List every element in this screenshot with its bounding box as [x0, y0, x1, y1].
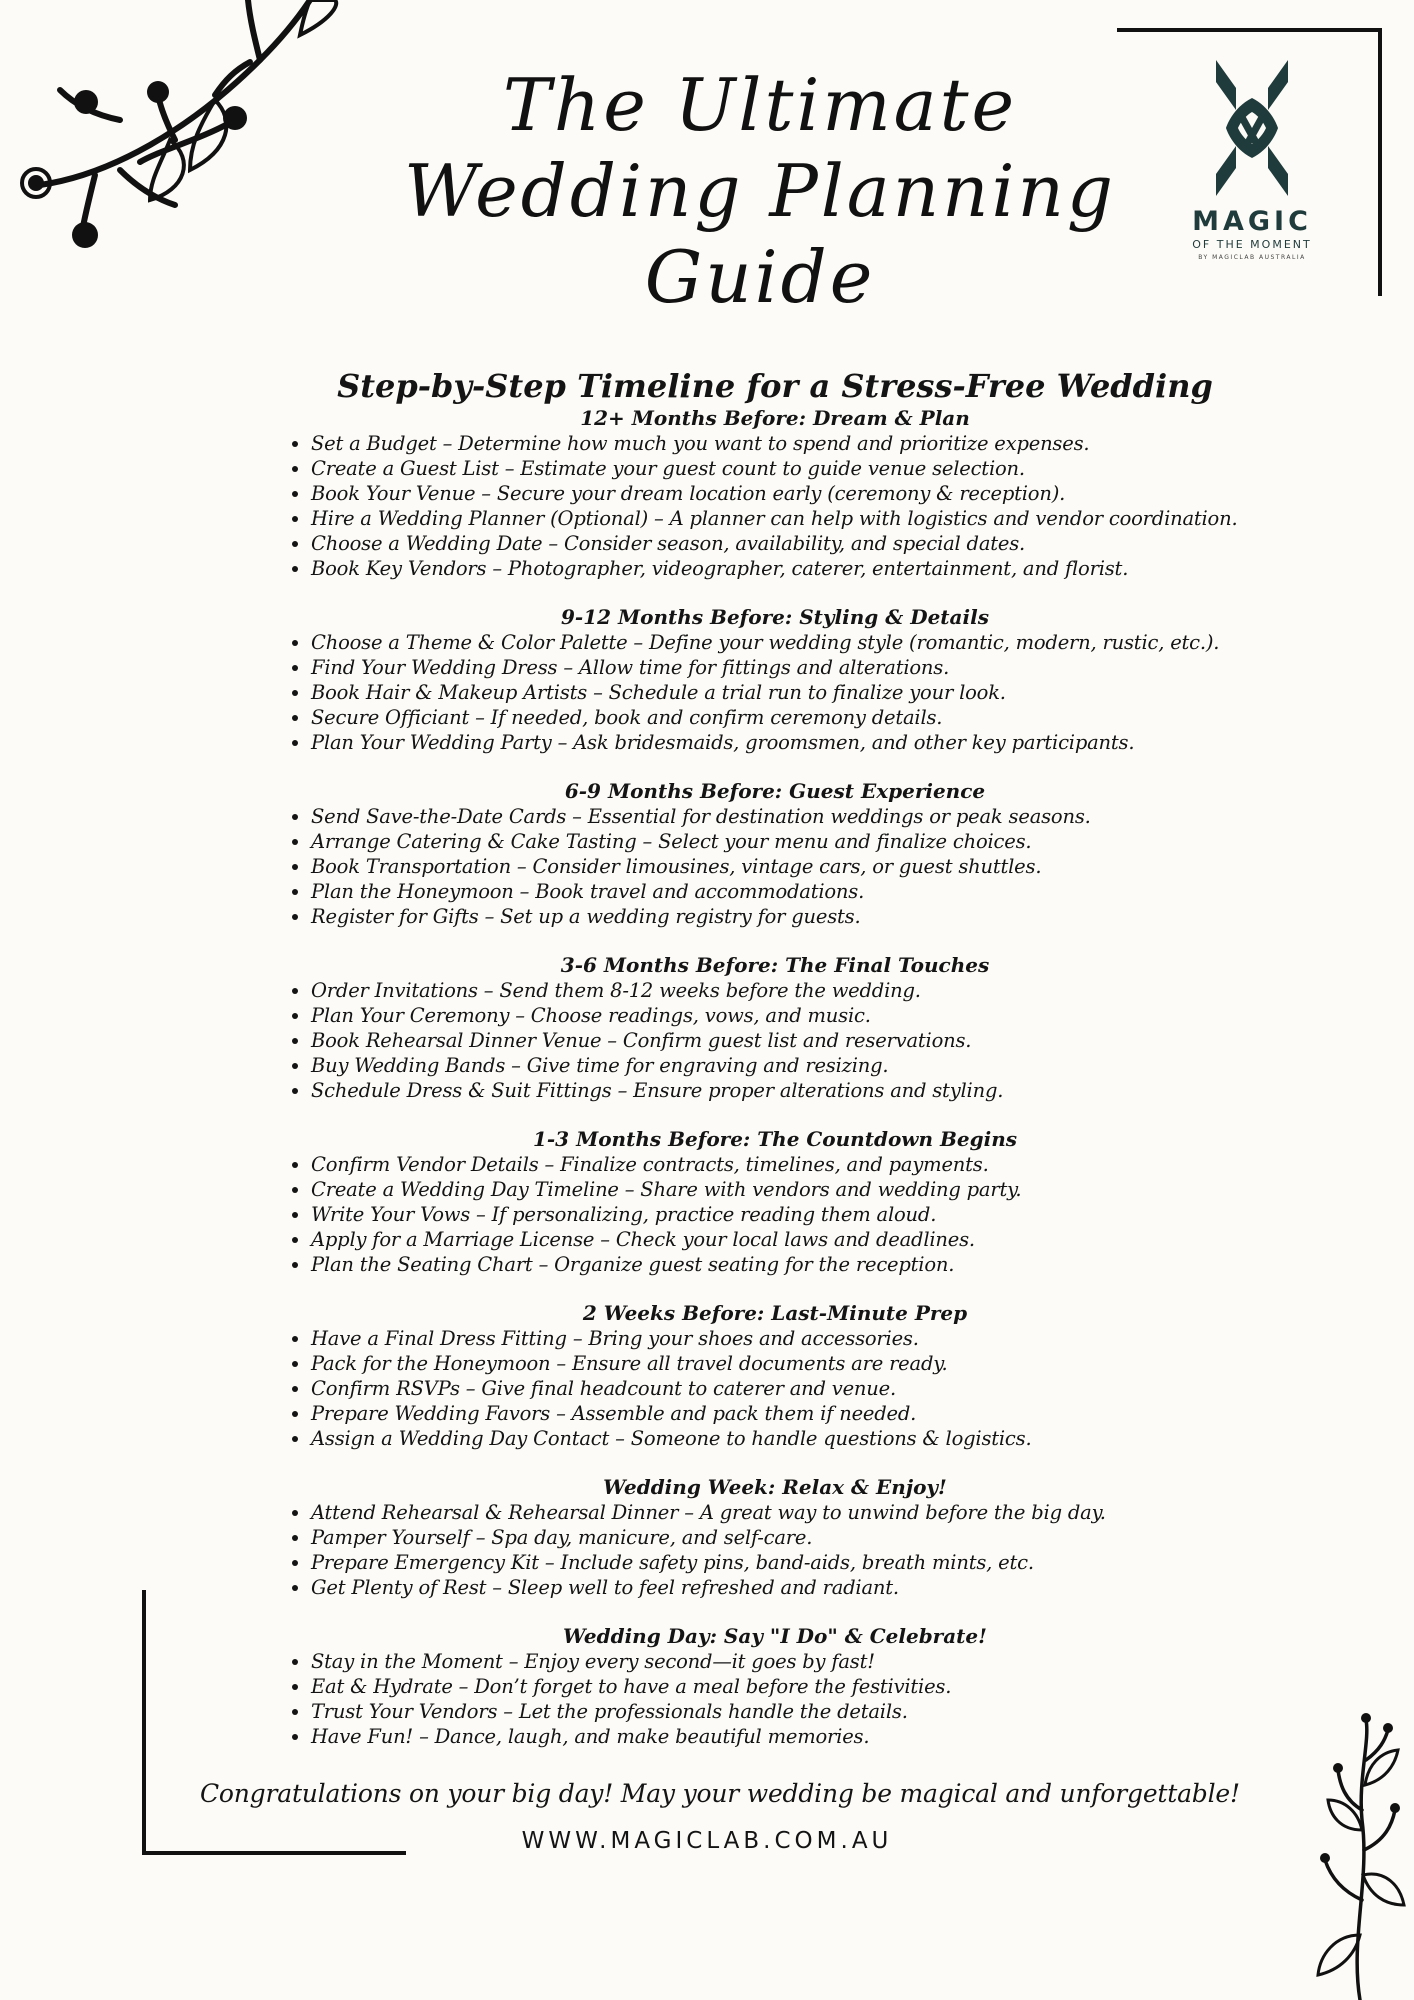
checklist-item: • Choose a Wedding Date – Consider season, availability, and special dates. [311, 531, 1285, 556]
checklist-item: • Book Your Venue – Secure your dream location early (ceremony & reception). [311, 481, 1285, 506]
timeline-section [285, 1127, 1285, 1277]
checklist [285, 431, 1285, 581]
checklist [285, 1326, 1285, 1451]
timeline-section [285, 1301, 1285, 1451]
checklist-item: • Pamper Yourself – Spa day, manicure, and self-care. [311, 1525, 1285, 1550]
checklist-item: • Prepare Emergency Kit – Include safety pins, band-aids, breath mints, etc. [311, 1550, 1285, 1575]
checklist-item: • Prepare Wedding Favors – Assemble and pack them if needed. [311, 1401, 1285, 1426]
checklist-item: • Choose a Theme & Color Palette – Define your wedding style (romantic, modern, rustic, etc.). [311, 630, 1285, 655]
timeline-section [285, 605, 1285, 755]
closing-message: Congratulations on your big day! May your wedding be magical and unforgettable! [200, 1779, 1240, 1808]
logo-brand: MAGIC [1192, 206, 1312, 237]
section-title: 12+ Months Before: Dream & Plan [580, 406, 970, 430]
checklist [285, 804, 1285, 929]
website-url: WWW.MAGICLAB.COM.AU [521, 1828, 893, 1854]
checklist-item: • Plan Your Ceremony – Choose readings, vows, and music. [311, 1003, 1285, 1028]
section-title: 1-3 Months Before: The Countdown Begins [532, 1127, 1018, 1151]
guide-title [380, 62, 1140, 320]
checklist-item: • Register for Gifts – Set up a wedding registry for guests. [311, 904, 1285, 929]
logo-tagline: OF THE MOMENT [1192, 238, 1312, 251]
checklist-item: • Confirm Vendor Details – Finalize contracts, timelines, and payments. [311, 1152, 1285, 1177]
title-line-2: Wedding Planning [404, 149, 1116, 233]
timeline-section [285, 953, 1285, 1103]
checklist-item: • Eat & Hydrate – Don’t forget to have a meal before the festivities. [311, 1674, 1285, 1699]
checklist-item: • Hire a Wedding Planner (Optional) – A planner can help with logistics and vendor coordination. [311, 506, 1285, 531]
checklist-item: • Apply for a Marriage License – Check your local laws and deadlines. [311, 1227, 1285, 1252]
floral-branch-top-left-icon [0, 0, 360, 270]
timeline-section [285, 1624, 1285, 1749]
checklist-item: • Book Key Vendors – Photographer, videographer, caterer, entertainment, and florist. [311, 556, 1285, 581]
checklist [285, 630, 1285, 755]
checklist-item: • Create a Guest List – Estimate your guest count to guide venue selection. [311, 456, 1285, 481]
checklist-item: • Schedule Dress & Suit Fittings – Ensure proper alterations and styling. [311, 1078, 1285, 1103]
timeline-sections [285, 406, 1285, 1749]
checklist-item: • Secure Officiant – If needed, book and confirm ceremony details. [311, 705, 1285, 730]
checklist-item: • Arrange Catering & Cake Tasting – Select your menu and finalize choices. [311, 829, 1285, 854]
timeline-section [285, 779, 1285, 929]
checklist-item: • Plan the Seating Chart – Organize guest seating for the reception. [311, 1252, 1285, 1277]
checklist-item: • Buy Wedding Bands – Give time for engraving and resizing. [311, 1053, 1285, 1078]
checklist-item: • Have Fun! – Dance, laugh, and make beautiful memories. [311, 1724, 1285, 1749]
checklist-item: • Find Your Wedding Dress – Allow time for fittings and alterations. [311, 655, 1285, 680]
checklist-item: • Pack for the Honeymoon – Ensure all travel documents are ready. [311, 1351, 1285, 1376]
timeline-section [285, 406, 1285, 581]
checklist [285, 1500, 1285, 1600]
checklist-item: • Stay in the Moment – Enjoy every second—it goes by fast! [311, 1649, 1285, 1674]
section-title: Wedding Week: Relax & Enjoy! [603, 1475, 947, 1499]
checklist-item: • Order Invitations – Send them 8-12 weeks before the wedding. [311, 978, 1285, 1003]
checklist [285, 1152, 1285, 1277]
checklist-item: • Create a Wedding Day Timeline – Share with vendors and wedding party. [311, 1177, 1285, 1202]
section-title: 3-6 Months Before: The Final Touches [560, 953, 990, 977]
section-title: Wedding Day: Say "I Do" & Celebrate! [563, 1624, 987, 1648]
title-line-3: Guide [644, 235, 876, 319]
floral-stem-bottom-right-icon [1300, 1700, 1414, 2000]
checklist-item: • Plan the Honeymoon – Book travel and accommodations. [311, 879, 1285, 904]
brand-logo [1172, 58, 1332, 261]
section-title: 9-12 Months Before: Styling & Details [561, 605, 989, 629]
checklist-item: • Book Hair & Makeup Artists – Schedule a trial run to finalize your look. [311, 680, 1285, 705]
checklist-item: • Book Transportation – Consider limousines, vintage cars, or guest shuttles. [311, 854, 1285, 879]
checklist-item: • Book Rehearsal Dinner Venue – Confirm guest list and reservations. [311, 1028, 1285, 1053]
checklist-item: • Send Save-the-Date Cards – Essential for destination weddings or peak seasons. [311, 804, 1285, 829]
timeline-section [285, 1475, 1285, 1600]
timeline-content [285, 366, 1285, 1773]
title-line-1: The Ultimate [502, 63, 1018, 147]
checklist-item: • Attend Rehearsal & Rehearsal Dinner – A great way to unwind before the big day. [311, 1500, 1285, 1525]
checklist [285, 978, 1285, 1103]
magic-logo-mark-icon [1212, 58, 1292, 198]
checklist-item: • Write Your Vows – If personalizing, practice reading them aloud. [311, 1202, 1285, 1227]
section-title: 2 Weeks Before: Last-Minute Prep [582, 1301, 968, 1325]
checklist-item: • Confirm RSVPs – Give final headcount to caterer and venue. [311, 1376, 1285, 1401]
checklist-item: • Have a Final Dress Fitting – Bring your shoes and accessories. [311, 1326, 1285, 1351]
checklist [285, 1649, 1285, 1749]
checklist-item: • Set a Budget – Determine how much you want to spend and prioritize expenses. [311, 431, 1285, 456]
main-heading: Step-by-Step Timeline for a Stress-Free Wedding [337, 367, 1213, 405]
checklist-item: • Get Plenty of Rest – Sleep well to feel refreshed and radiant. [311, 1575, 1285, 1600]
checklist-item: • Trust Your Vendors – Let the professionals handle the details. [311, 1699, 1285, 1724]
checklist-item: • Assign a Wedding Day Contact – Someone to handle questions & logistics. [311, 1426, 1285, 1451]
checklist-item: • Plan Your Wedding Party – Ask bridesmaids, groomsmen, and other key participants. [311, 730, 1285, 755]
section-title: 6-9 Months Before: Guest Experience [564, 779, 986, 803]
logo-byline: BY MAGICLAB AUSTRALIA [1198, 254, 1306, 261]
